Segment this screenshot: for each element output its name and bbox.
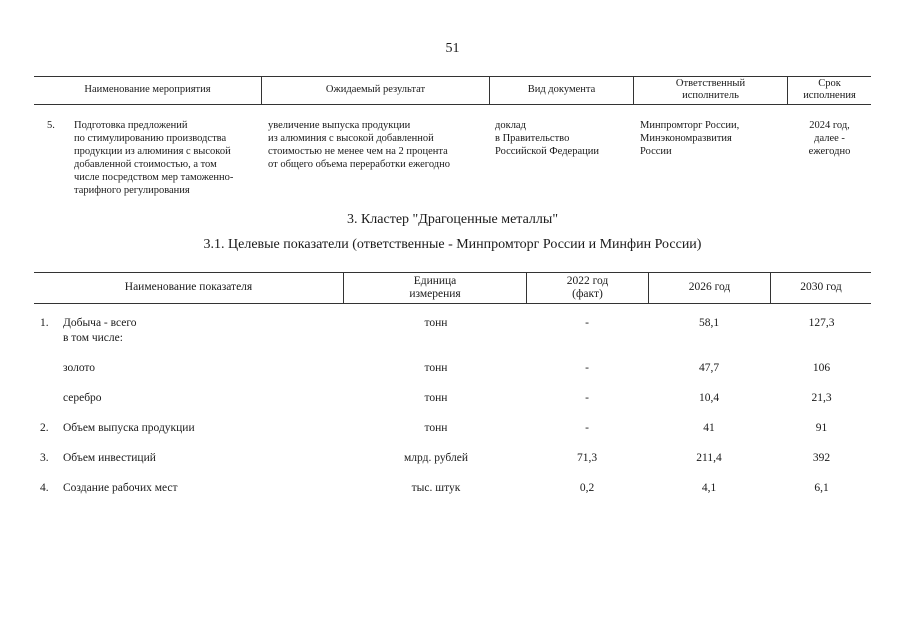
measure-name: Подготовка предложений по стимулированию производства продукции из алюминия с высокой добавленной стоимостью, а том числе посредством мер таможенно- тарифного регулирования: [74, 120, 234, 196]
measures-header-responsible: Ответственный исполнитель: [675, 78, 746, 101]
indicator-number: 3.: [40, 452, 49, 464]
indicator-name: Объем выпуска продукции: [63, 422, 195, 434]
measures-table-header-rule: [34, 104, 871, 105]
measure-number: 5.: [47, 120, 55, 131]
indicator-value-2026: 47,7: [698, 362, 720, 374]
measure-deadline: 2024 год, далее - ежегодно: [808, 120, 851, 157]
indicator-name: Объем инвестиций: [63, 452, 156, 464]
indicators-heading: 3.1. Целевые показатели (ответственные - Минпромторг России и Минфин России): [203, 237, 702, 252]
page-number: 51: [445, 41, 460, 56]
indicator-number: 1.: [40, 317, 49, 329]
indicator-unit: тыс. штук: [411, 482, 461, 494]
measure-result: увеличение выпуска продукции из алюминия с высокой добавленной стоимостью не менее чем на 2 процента от общего объема переработки ежегодно: [268, 120, 450, 170]
indicator-unit: тонн: [424, 317, 448, 329]
table-row: [0, 361, 905, 391]
indicators-header-2026: 2026 год: [688, 281, 731, 293]
indicator-value-2022: -: [585, 317, 589, 329]
indicator-name: Добыча - всего в том числе:: [63, 317, 137, 344]
indicator-value-2022: -: [585, 422, 589, 434]
indicator-value-2030: 127,3: [808, 317, 835, 329]
indicators-header-2030: 2030 год: [800, 281, 842, 293]
indicator-value-2026: 58,1: [698, 317, 720, 329]
indicator-unit: млрд. рублей: [404, 452, 468, 464]
indicator-unit: тонн: [424, 392, 448, 404]
measures-header-document: Вид документа: [527, 84, 596, 95]
indicator-value-2022: 71,3: [576, 452, 598, 464]
table-row: [0, 391, 905, 421]
cluster-heading: 3. Кластер "Драгоценные металлы": [346, 212, 559, 227]
table-row: [0, 316, 905, 346]
indicators-header-2022: 2022 год (факт): [566, 274, 609, 300]
indicator-unit: тонн: [424, 422, 448, 434]
indicator-value-2030: 392: [812, 452, 831, 464]
indicator-value-2026: 211,4: [696, 452, 722, 464]
indicator-value-2022: 0,2: [579, 482, 595, 494]
indicator-value-2030: 21,3: [811, 392, 832, 404]
indicators-header-unit: Единица измерения: [409, 274, 461, 300]
indicator-value-2030: 91: [815, 422, 828, 434]
indicator-name: серебро: [63, 392, 102, 404]
indicator-number: 2.: [40, 422, 49, 434]
indicator-value-2026: 4,1: [701, 482, 717, 494]
indicators-header-name: Наименование показателя: [124, 281, 253, 293]
indicator-number: 4.: [40, 482, 49, 494]
indicator-name: Создание рабочих мест: [63, 482, 178, 494]
measure-document: доклад в Правительство Российской Федерации: [495, 120, 599, 157]
table-row: [0, 481, 905, 511]
indicator-name: золото: [63, 362, 96, 374]
indicator-value-2026: 41: [703, 422, 715, 434]
indicator-value-2030: 6,1: [814, 482, 829, 494]
indicator-value-2030: 106: [812, 362, 831, 374]
measures-header-name: Наименование мероприятия: [84, 84, 211, 95]
measures-header-result: Ожидаемый результат: [325, 84, 426, 95]
table-row: [0, 421, 905, 451]
table-row: [0, 451, 905, 481]
measures-header-deadline: Срок исполнения: [803, 78, 856, 101]
indicator-value-2022: -: [585, 362, 589, 374]
indicator-unit: тонн: [424, 362, 448, 374]
indicator-value-2022: -: [585, 392, 589, 404]
indicators-table-header-rule: [34, 303, 871, 304]
measure-responsible: Минпромторг России, Минэкономразвития России: [640, 120, 740, 157]
indicator-value-2026: 10,4: [698, 392, 720, 404]
